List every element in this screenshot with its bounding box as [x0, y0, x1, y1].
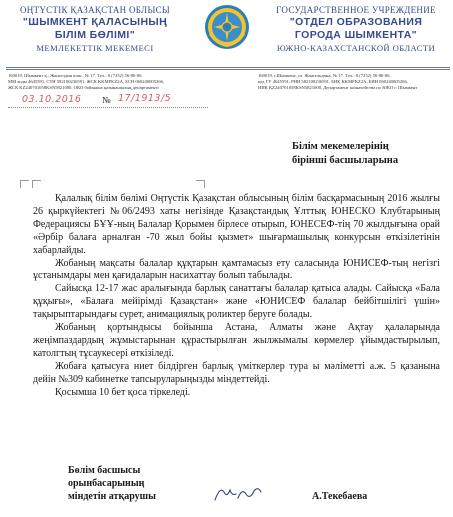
corner-bracket-left-inner — [32, 180, 41, 188]
body-paragraph: Жобаға қатысуға ниет білдірген барлық үміткерлер тура ы мәліметті а.ж. 5 қазанына дейін №309 кабинетке тапсыруларыңызды міндеттейді. — [33, 360, 440, 385]
registration-date: 03.10.2016 — [22, 94, 82, 105]
header-right-org-line2: ГОРОДА ШЫМКЕНТА" — [294, 29, 418, 41]
contacts-right — [258, 73, 417, 92]
header-left-type: МЕМЛЕКЕТТІК МЕКЕМЕСІ — [36, 43, 154, 53]
corner-bracket-left — [20, 180, 29, 188]
contacts-left-line: ЖСК KZ240701058KSN5821000, ОКО бойынша қазынашылық департаменті — [8, 85, 159, 91]
kazakhstan-emblem-icon — [204, 4, 250, 50]
registration-field — [8, 93, 208, 111]
body-paragraph: Жобаның мақсаты балалар құқтарын қамтамасыз ету саласында ЮНИСЕФ-тың негізгі ұстанымдары мен қағидаларын насихаттау болып табылады. — [33, 257, 440, 282]
registration-number: 17/1913/5 — [118, 93, 172, 104]
addressee — [292, 140, 442, 168]
registration-number-prefix: № — [102, 95, 111, 105]
signatory-name: А.Текебаева — [312, 491, 368, 502]
signatory-title-line3: міндетін атқарушы — [68, 491, 156, 502]
signatory-title-line2: орынбасарының — [68, 478, 145, 489]
header-right-org-line1: "ОТДЕЛ ОБРАЗОВАНИЯ — [289, 16, 423, 28]
header-left-org-line1: "ШЫМКЕНТ ҚАЛАСЫНЫҢ — [22, 16, 168, 28]
header-left-region: ОҢТҮСТІК ҚАЗАҚСТАН ОБЛЫСЫ — [19, 5, 171, 15]
header-right-region: ЮЖНО-КАЗАХСТАНСКОЙ ОБЛАСТИ — [276, 43, 436, 53]
contacts-left — [8, 73, 164, 92]
contacts-right-line: 160019, г.Шымкент, ул. Жангельдина, № 17. Тел.: 8 (7252) 56-86-06, — [258, 73, 391, 78]
addressee-line1: Білім мекемелерінің — [292, 141, 389, 152]
addressee-line2: бірінші басшыларына — [292, 155, 399, 166]
header-right-type: ГОСУДАРСТВЕННОЕ УЧРЕЖДЕНИЕ — [276, 5, 436, 15]
letter-body — [33, 193, 440, 400]
signatory-title — [68, 464, 156, 503]
header-right — [262, 5, 450, 54]
body-paragraph: Қосымша 10 бет қоса тіркеледі. — [55, 386, 191, 398]
contacts-right-line: ИИК KZ240701058KSN5821000, Департамент казначейства по ЮКО г. Шымкент — [258, 85, 418, 91]
contacts-right-line: код ГУ 4645591, РНН 582100236591, БИК KKMFKZ2A, БИН 060240005266, — [258, 79, 408, 85]
body-paragraph: Сайысқа 12-17 жас аралығында барлық санаттағы балалар қатыса алады. Сайысқа «Бала құқығы», «Балаға мейірімді Қазақстан» және «ЮНИСЕФ балалар бейбітшілігі үшін» тақырыптарындағы сурет, анимациялық роликтер беруге болады. — [33, 283, 440, 321]
corner-bracket-right — [196, 180, 205, 188]
body-paragraph: Жобаның қортындысы бойынша Астана, Алматы және Ақтау қалаларында жеңімпаздардың жұмыстарынан құрастырылған жылжымалы көрмелер ұйымдастырылып, католгтың тұсаукесері өткізіледі. — [33, 322, 440, 359]
registration-underline — [8, 107, 208, 108]
header-divider-top — [6, 67, 450, 68]
body-paragraph: Қалалық білім бөлімі Оңтүстік Қазақстан облысының білім басқармасының 2016 жылғы 26 қыркүйектегі №06/2493 хаты негізінде Қазақстандық Ұлттық ЮНЕСКО Клубтарының Федерациясы БҰҰ-ның Балалар Қорымен бірлесе отырып, ЮНЕСЕФ-тің 70 жылдығына орай «Әрбір балаға арналған -70 жыл бойы қызмет» шығармашылық конкурсын өткізілетінін хабарлайды. — [33, 193, 440, 256]
signatory-title-line1: Бөлім басшысы — [68, 465, 141, 476]
contacts-left-line: ММ коды 4645591, СТН 582100236591, ЖСК KKMFKZ2A, БСН 060240005266, — [8, 79, 165, 85]
contacts-left-line: 160019, Шымкент қ., Жангелдин көш., № 17. Тел.: 8 (7252) 56-86-06, — [8, 73, 143, 78]
header-left-org-line2: БІЛІМ БӨЛІМІ" — [54, 29, 136, 41]
header-divider-bottom — [6, 69, 450, 70]
header-left — [6, 5, 184, 54]
handwritten-signature — [212, 482, 264, 506]
